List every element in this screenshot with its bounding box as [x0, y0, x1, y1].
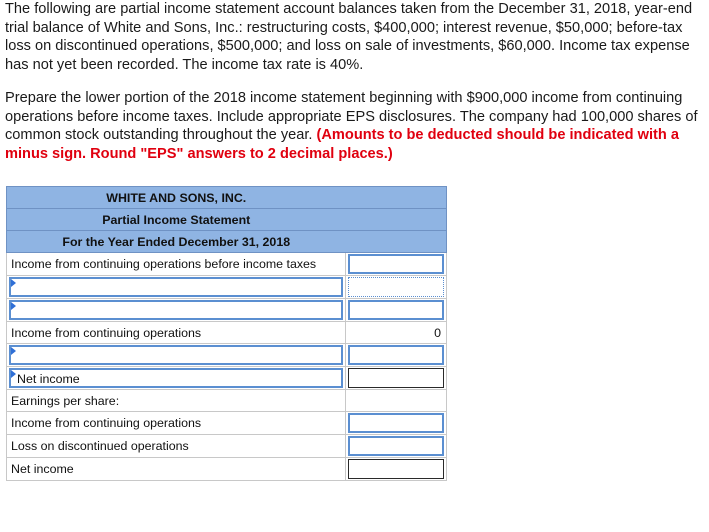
net-income-label-select[interactable]	[9, 368, 343, 388]
line-item-amount-input-2[interactable]	[348, 300, 444, 320]
instructions	[5, 89, 705, 163]
company-name: WHITE AND SONS, INC.	[7, 187, 346, 209]
income-before-taxes-amount-input[interactable]	[348, 254, 444, 274]
table-row	[7, 299, 447, 322]
problem-statement	[5, 0, 705, 74]
instructions-note: (Amounts to be deducted should be indicated with a minus sign. Round "EPS" answers to 2 decimal places.)	[5, 127, 679, 162]
eps-continuing-input[interactable]	[348, 413, 444, 433]
income-continuing-value: 0	[346, 322, 447, 344]
instructions-text: Prepare the lower portion of the 2018 income statement beginning with $900,000 income from continuing operations before income taxes. Include appropriate EPS disclosures. The company had 100,000 shares of common stock outstanding throughout the year.	[5, 90, 698, 143]
row-label-eps-net: Net income	[7, 458, 346, 481]
table-row	[7, 458, 447, 481]
dropdown-marker-icon	[11, 279, 16, 287]
table-row	[7, 322, 447, 344]
line-item-amount-input-3[interactable]	[348, 345, 444, 365]
row-label-income-before-taxes: Income from continuing operations before income taxes	[7, 253, 346, 276]
line-item-amount-input-1[interactable]	[348, 277, 444, 297]
table-row	[7, 412, 447, 435]
instructions-paragraph	[5, 89, 705, 163]
row-label-income-continuing: Income from continuing operations	[7, 322, 346, 344]
table-row	[7, 344, 447, 367]
dropdown-marker-icon	[11, 347, 16, 355]
eps-discontinued-input[interactable]	[348, 436, 444, 456]
statement-title: Partial Income Statement	[7, 209, 346, 231]
dropdown-marker-icon	[11, 370, 16, 378]
row-label-eps-continuing: Income from continuing operations	[7, 412, 346, 435]
net-income-label: Net income	[17, 372, 80, 386]
table-row	[7, 435, 447, 458]
table-row	[7, 253, 447, 276]
dropdown-marker-icon	[11, 302, 16, 310]
statement-period: For the Year Ended December 31, 2018	[7, 231, 346, 253]
table-row	[7, 390, 447, 412]
table-row	[7, 276, 447, 299]
eps-net-input[interactable]	[348, 459, 444, 479]
row-label-eps-header: Earnings per share:	[7, 390, 346, 412]
problem-paragraph-1: The following are partial income statement account balances taken from the December 31, 2018, year-end trial balance of White and Sons, Inc.: restructuring costs, $400,000; interest revenue, $50,000; before-tax loss on discontinued operations, $500,000; and loss on sale of investments, $60,000. Income tax expense has not yet been recorded. The income tax rate is 40%.	[5, 1, 693, 73]
line-item-select-1[interactable]	[9, 277, 343, 297]
net-income-amount-input[interactable]	[348, 368, 444, 388]
line-item-select-2[interactable]	[9, 300, 343, 320]
line-item-select-3[interactable]	[9, 345, 343, 365]
row-label-eps-discontinued: Loss on discontinued operations	[7, 435, 346, 458]
income-statement-table	[6, 186, 447, 481]
table-row	[7, 367, 447, 390]
